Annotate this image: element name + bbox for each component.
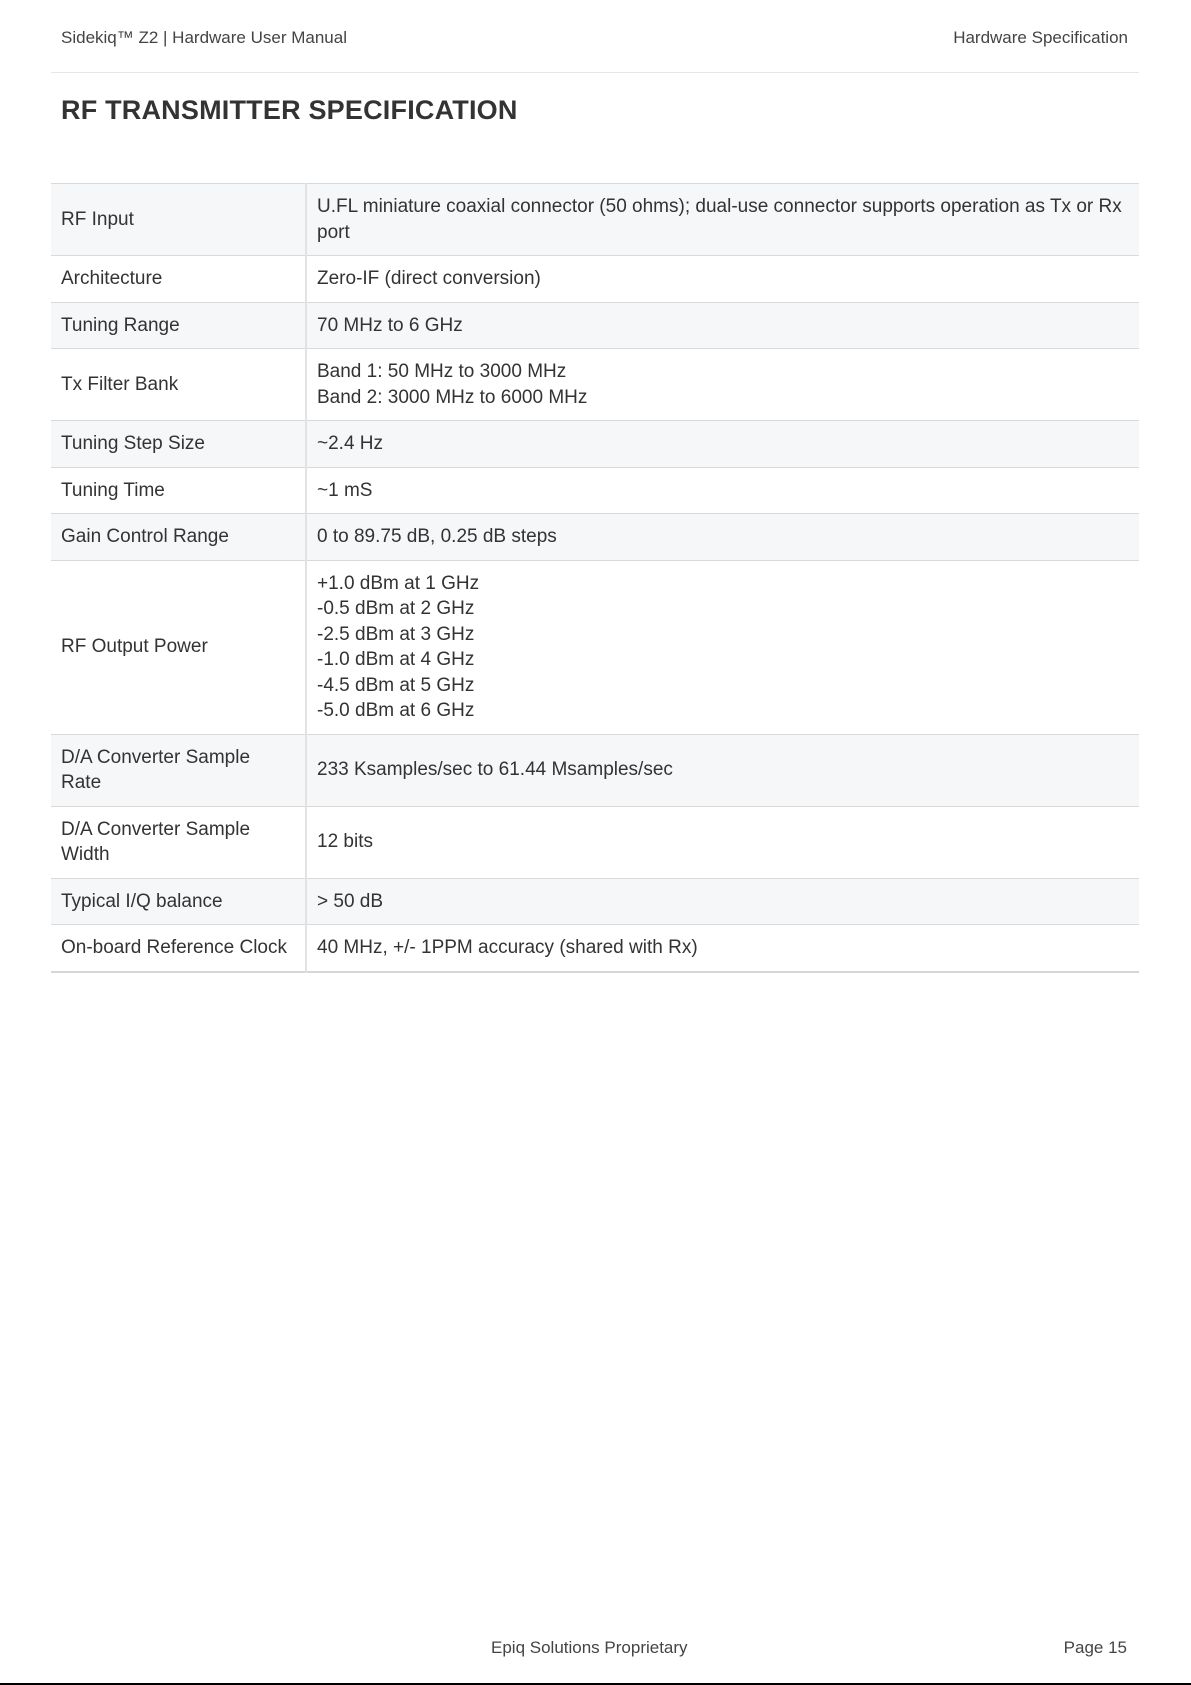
- spec-value-line: -4.5 dBm at 5 GHz: [317, 674, 475, 696]
- spec-value-line: -2.5 dBm at 3 GHz: [317, 623, 475, 645]
- spec-label: RF Input: [51, 184, 306, 256]
- header-document-title: Sidekiq™ Z2 | Hardware User Manual: [61, 28, 347, 47]
- spec-value-line: ~2.4 Hz: [317, 433, 384, 454]
- spec-value-line: > 50 dB: [317, 890, 384, 912]
- spec-label: D/A Converter Sample Rate: [51, 734, 306, 806]
- spec-row: [51, 184, 1139, 256]
- spec-value-line: U.FL miniature coaxial connector (50 ohms); dual-use connector supports operation as Tx or Rx port: [317, 196, 1122, 243]
- header-section-name: Hardware Specification: [953, 28, 1128, 47]
- spec-value: [306, 514, 1139, 561]
- spec-value: [306, 560, 1139, 734]
- spec-value: [306, 925, 1139, 972]
- footer-page-number: Page 15: [1063, 1638, 1127, 1657]
- spec-value: [306, 806, 1139, 878]
- spec-label: Architecture: [51, 256, 306, 303]
- spec-value-line: 40 MHz, +/- 1PPM accuracy (shared with Rx): [317, 937, 698, 958]
- spec-table: [51, 183, 1139, 973]
- spec-table-body: [51, 184, 1139, 972]
- spec-label: On-board Reference Clock: [51, 925, 306, 972]
- spec-value: [306, 734, 1139, 806]
- spec-value-line: Zero-IF (direct conversion): [317, 268, 541, 289]
- footer-proprietary-notice: Epiq Solutions Proprietary: [491, 1638, 688, 1657]
- spec-row: [51, 878, 1139, 925]
- spec-value-line: +1.0 dBm at 1 GHz: [317, 572, 480, 594]
- page-footer: [0, 1638, 1191, 1668]
- spec-row: [51, 349, 1139, 421]
- spec-row: [51, 925, 1139, 972]
- spec-value: [306, 302, 1139, 349]
- spec-value-line: 233 Ksamples/sec to 61.44 Msamples/sec: [317, 759, 673, 781]
- section-title: RF TRANSMITTER SPECIFICATION: [61, 95, 518, 125]
- spec-value-line: -1.0 dBm at 4 GHz: [317, 649, 475, 670]
- spec-row: [51, 514, 1139, 561]
- spec-value: [306, 184, 1139, 256]
- spec-row: [51, 734, 1139, 806]
- spec-value-line: Band 2: 3000 MHz to 6000 MHz: [317, 386, 588, 408]
- spec-label: Typical I/Q balance: [51, 878, 306, 925]
- spec-value: [306, 349, 1139, 421]
- spec-value: [306, 421, 1139, 468]
- spec-value: [306, 256, 1139, 303]
- spec-value-line: 70 MHz to 6 GHz: [317, 314, 463, 336]
- spec-value: [306, 878, 1139, 925]
- spec-label: RF Output Power: [51, 560, 306, 734]
- spec-value-line: Band 1: 50 MHz to 3000 MHz: [317, 361, 567, 382]
- spec-label: Tuning Time: [51, 467, 306, 514]
- spec-value: [306, 467, 1139, 514]
- spec-value-line: 0 to 89.75 dB, 0.25 dB steps: [317, 526, 557, 547]
- spec-label: Gain Control Range: [51, 514, 306, 561]
- spec-label: Tuning Step Size: [51, 421, 306, 468]
- spec-label: Tx Filter Bank: [51, 349, 306, 421]
- spec-label: D/A Converter Sample Width: [51, 806, 306, 878]
- spec-row: [51, 560, 1139, 734]
- spec-value-line: -0.5 dBm at 2 GHz: [317, 598, 475, 619]
- spec-label: Tuning Range: [51, 302, 306, 349]
- spec-row: [51, 421, 1139, 468]
- spec-row: [51, 806, 1139, 878]
- spec-row: [51, 467, 1139, 514]
- spec-value-line: -5.0 dBm at 6 GHz: [317, 700, 475, 721]
- page-header: [51, 0, 1139, 73]
- spec-value-line: 12 bits: [317, 831, 373, 853]
- spec-row: [51, 256, 1139, 303]
- spec-value-line: ~1 mS: [317, 479, 373, 501]
- spec-row: [51, 302, 1139, 349]
